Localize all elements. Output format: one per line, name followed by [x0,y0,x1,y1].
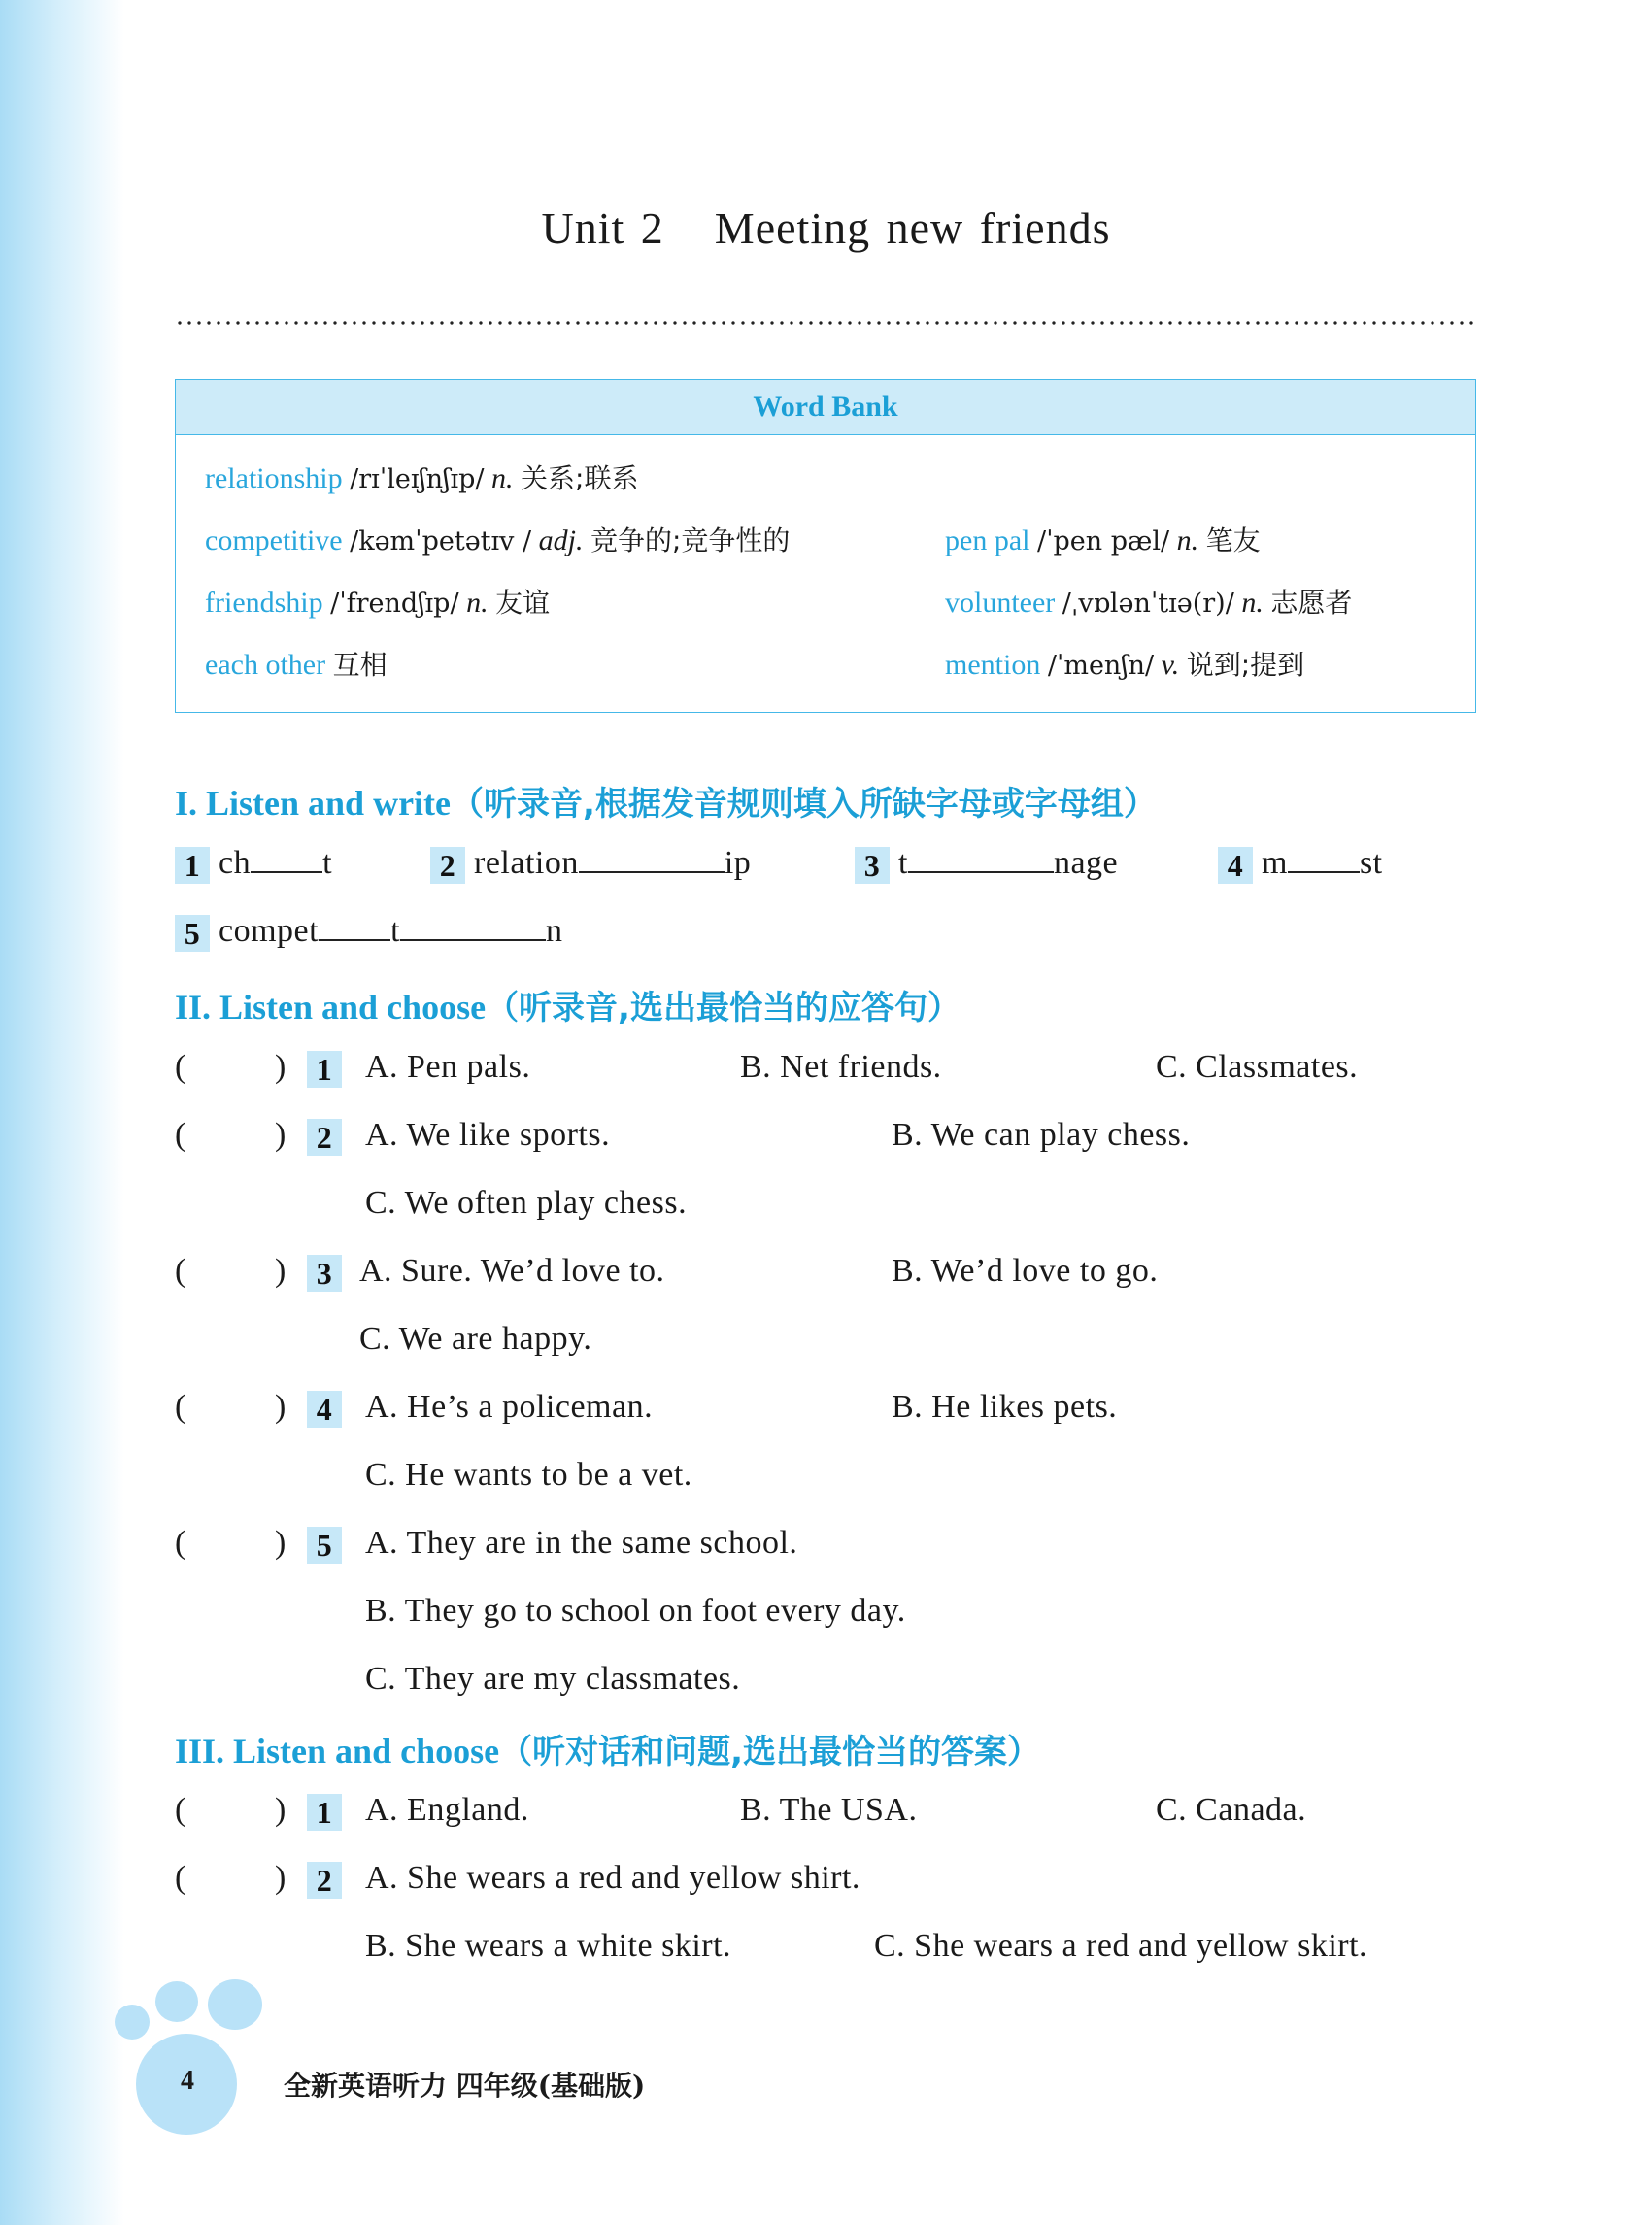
side-color-band [0,0,124,2225]
answer-blank[interactable] [251,846,322,873]
word-bank-heading: Word Bank [176,380,1475,435]
write-item-1: 1 ch t [175,845,332,884]
answer-paren-close: ) [275,1525,287,1561]
choose-item-number: 4 [307,1389,342,1428]
answer-paren-close: ) [275,1253,287,1289]
option-c[interactable]: C. Classmates. [1156,1049,1359,1085]
write-item-3: 3 t nage [855,845,1118,884]
choose-item-number: 5 [307,1525,342,1564]
answer-paren-open: ( [175,1389,186,1425]
choose-item-number: 2 [307,1117,342,1156]
option-a[interactable]: A. He’s a policeman. [365,1389,654,1425]
book-title: 全新英语听力 四年级(基础版) [284,2070,646,2102]
option-a[interactable]: A. Pen pals. [365,1049,531,1085]
option-c[interactable]: C. She wears a red and yellow skirt. [874,1928,1368,1964]
word-entry-competitive: competitive /kəmˈpetətɪv / adj. 竞争的;竞争性的 [205,524,791,556]
word-entry-each-other: each other 互相 [205,649,388,681]
option-c[interactable]: C. We often play chess. [365,1185,688,1221]
option-a[interactable]: A. Sure. We’d love to. [359,1253,665,1289]
word-entry-friendship: friendship /ˈfrendʃɪp/ n. 友谊 [205,587,551,619]
option-c[interactable]: C. They are my classmates. [365,1661,741,1697]
unit-label: Unit 2 [541,203,664,253]
option-b[interactable]: B. Net friends. [740,1049,942,1085]
option-a[interactable]: A. She wears a red and yellow shirt. [365,1860,860,1896]
answer-blank[interactable] [579,846,725,873]
word-entry-mention: mention /ˈmenʃn/ v. 说到;提到 [945,649,1305,681]
option-a[interactable]: A. They are in the same school. [365,1525,798,1561]
section-1-title: I. Listen and write（听录音,根据发音规则填入所缺字母或字母组） [175,784,1157,824]
option-b[interactable]: B. We can play chess. [892,1117,1191,1153]
option-b[interactable]: B. The USA. [740,1792,918,1828]
answer-paren-open: ( [175,1860,186,1896]
answer-paren-open: ( [175,1117,186,1153]
write-item-2: 2 relation ip [430,845,751,884]
answer-paren-open: ( [175,1253,186,1289]
option-b[interactable]: B. He likes pets. [892,1389,1118,1425]
word-entry-relationship: relationship /rɪˈleɪʃnʃɪp/ n. 关系;联系 [205,462,639,494]
option-b[interactable]: B. They go to school on foot every day. [365,1593,906,1629]
answer-blank[interactable] [908,846,1054,873]
answer-paren-close: ) [275,1860,287,1896]
answer-blank[interactable] [400,914,546,941]
option-a[interactable]: A. England. [365,1792,529,1828]
section-3-title: III. Listen and choose（听对话和问题,选出最恰当的答案） [175,1732,1040,1771]
dotted-divider [175,317,1476,330]
word-entry-volunteer: volunteer /ˌvɒlənˈtɪə(r)/ n. 志愿者 [945,587,1353,619]
write-item-4: 4 m st [1218,845,1383,884]
paw-toe-icon [115,2005,150,2040]
word-bank [175,379,1476,713]
choose-item-number: 1 [307,1049,342,1088]
write-item-5: 5 compet t n [175,913,563,952]
paw-toe-icon [155,1981,198,2022]
page-title [0,202,1652,253]
page-number: 4 [181,2066,194,2096]
answer-paren-open: ( [175,1049,186,1085]
answer-paren-open: ( [175,1525,186,1561]
option-b[interactable]: B. We’d love to go. [892,1253,1159,1289]
option-c[interactable]: C. He wants to be a vet. [365,1457,692,1493]
word-entry-pen-pal: pen pal /ˈpen pæl/ n. 笔友 [945,524,1261,556]
answer-paren-close: ) [275,1117,287,1153]
choose-item-number: 3 [307,1253,342,1292]
option-c[interactable]: C. Canada. [1156,1792,1307,1828]
choose-item-number: 2 [307,1860,342,1899]
answer-paren-open: ( [175,1792,186,1828]
answer-paren-close: ) [275,1049,287,1085]
paw-toe-icon [208,1979,262,2030]
choose-item-number: 1 [307,1792,342,1831]
section-2-title: II. Listen and choose（听录音,选出最恰当的应答句） [175,988,961,1028]
answer-blank[interactable] [319,914,390,941]
unit-name: Meeting new friends [714,203,1111,253]
option-b[interactable]: B. She wears a white skirt. [365,1928,732,1964]
answer-paren-close: ) [275,1792,287,1828]
option-c[interactable]: C. We are happy. [359,1321,592,1357]
option-a[interactable]: A. We like sports. [365,1117,611,1153]
answer-paren-close: ) [275,1389,287,1425]
answer-blank[interactable] [1288,846,1360,873]
